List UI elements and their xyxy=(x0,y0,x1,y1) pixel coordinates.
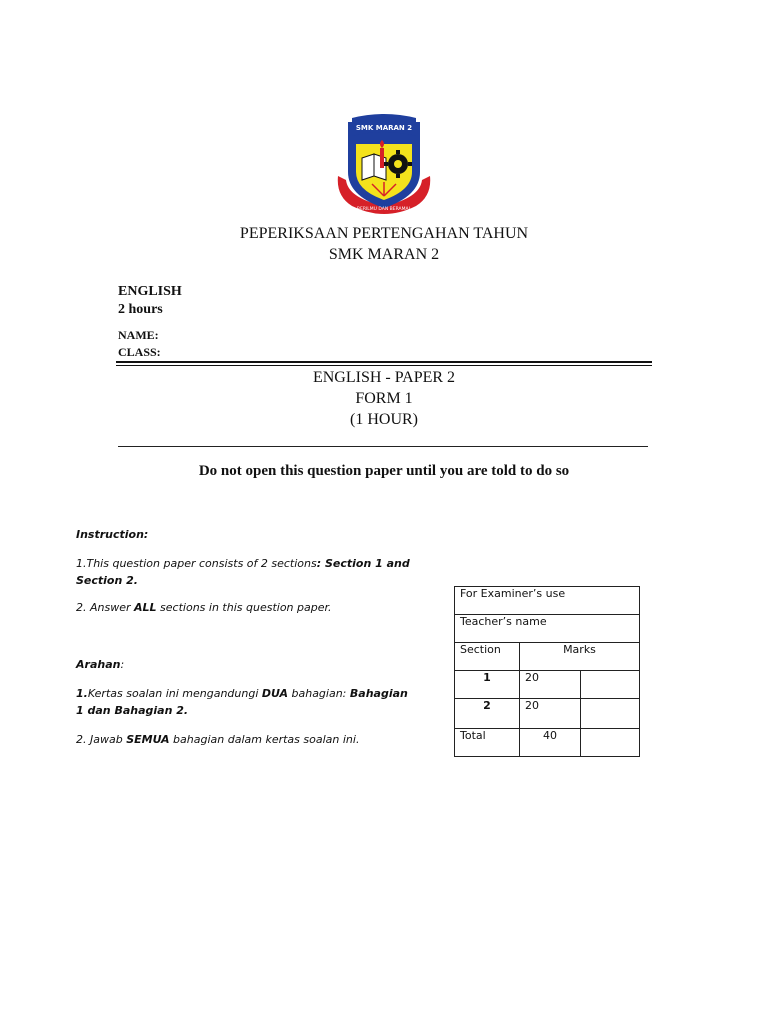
warning-notice: Do not open this question paper until you are told to do so xyxy=(198,463,570,479)
arahan-item-2: 2. Jawab SEMUA bahagian dalam kertas soalan ini. xyxy=(76,733,360,746)
section-2-cell: 2 xyxy=(455,699,520,729)
separator-line xyxy=(118,446,648,448)
paper-form: FORM 1 xyxy=(355,390,413,407)
section-2-marks-cell: 20 xyxy=(520,699,581,729)
divider-thin xyxy=(116,365,652,366)
instruction-item-1: 1.This question paper consists of 2 sections: Section 1 and Section 2. xyxy=(76,557,410,587)
crest-banner-top: SMK MARAN 2 xyxy=(355,124,413,132)
section-1-marks-cell: 20 xyxy=(520,671,581,699)
section-1-cell: 1 xyxy=(455,671,520,699)
arahan-heading: Arahan: xyxy=(76,658,125,671)
section-header-cell: Section xyxy=(455,643,520,671)
divider-thick xyxy=(116,361,652,363)
subject-name: ENGLISH xyxy=(118,284,182,299)
marks-header-cell: Marks xyxy=(520,643,640,671)
exam-title: PEPERIKSAAN PERTENGAHAN TAHUN xyxy=(239,225,529,242)
school-crest-logo xyxy=(334,114,434,218)
total-marks-cell: 40 xyxy=(520,729,581,757)
class-field-label: CLASS: xyxy=(118,345,161,359)
teacher-name-cell: Teacher’s name xyxy=(455,615,640,643)
for-examiner-cell: For Examiner’s use xyxy=(455,587,640,615)
examiner-table xyxy=(454,586,640,757)
paper-title: ENGLISH - PAPER 2 xyxy=(312,369,456,386)
paper-duration: (1 HOUR) xyxy=(350,411,418,428)
subject-duration: 2 hours xyxy=(118,302,163,317)
instruction-heading: Instruction: xyxy=(76,528,149,541)
total-score-cell[interactable] xyxy=(581,729,640,757)
crest-banner-bottom: BERILMU DAN BERAMAL xyxy=(356,207,412,212)
name-field-label: NAME: xyxy=(118,328,159,342)
total-label-cell: Total xyxy=(455,729,520,757)
instruction-item-2: 2. Answer ALL sections in this question paper. xyxy=(76,601,332,614)
arahan-item-1: 1.Kertas soalan ini mengandungi DUA bahagian: Bahagian 1 dan Bahagian 2. xyxy=(76,687,408,717)
school-name: SMK MARAN 2 xyxy=(328,246,440,263)
section-2-score-cell[interactable] xyxy=(581,699,640,729)
section-1-score-cell[interactable] xyxy=(581,671,640,699)
